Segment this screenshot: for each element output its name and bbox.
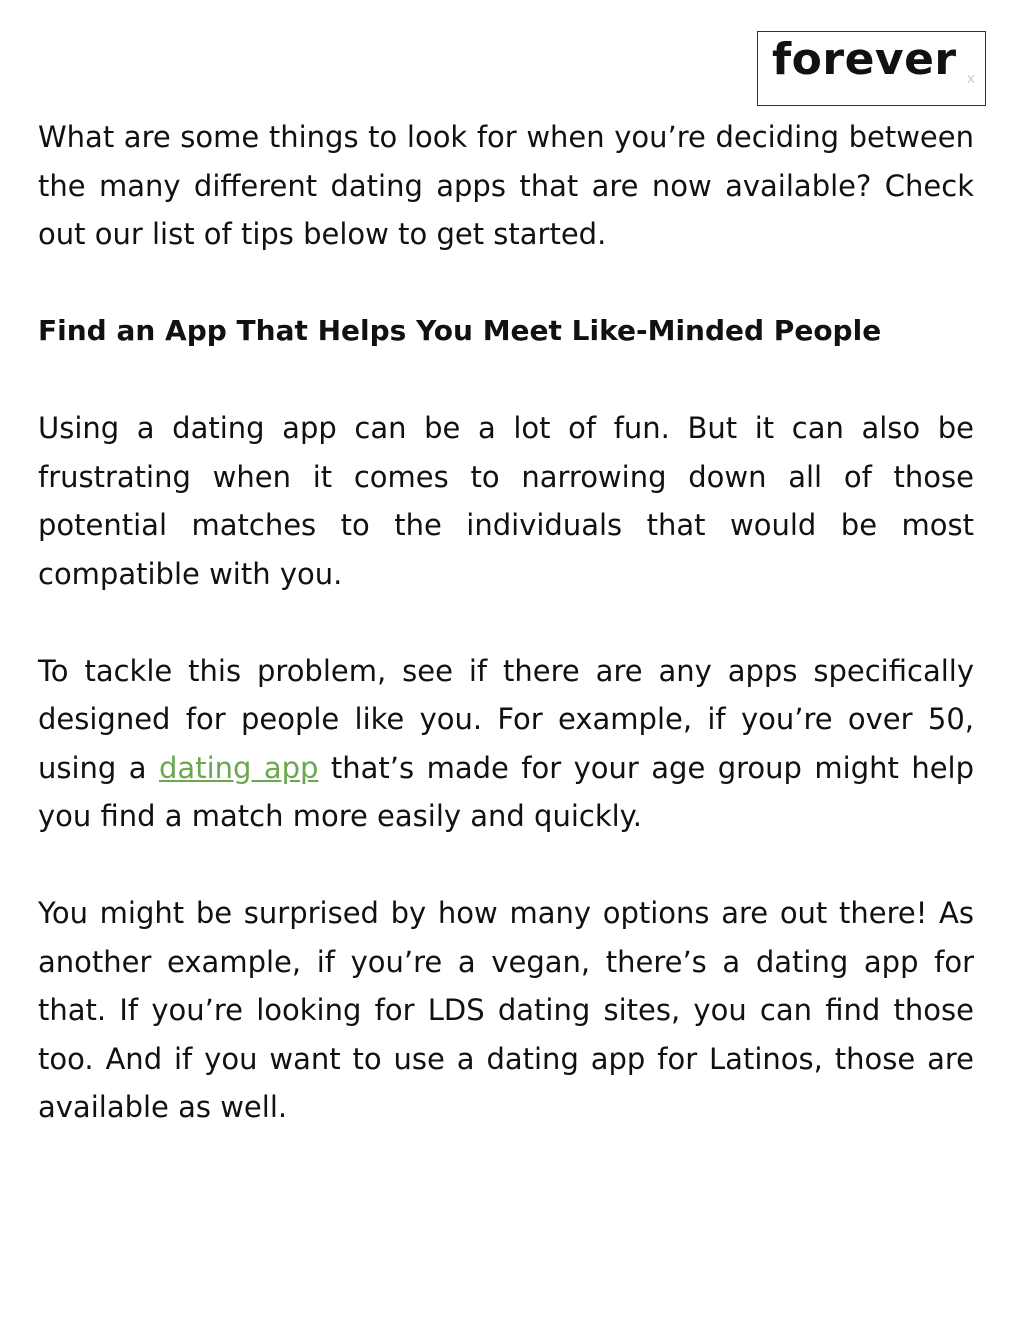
logo-x-mark: x — [966, 71, 975, 87]
dating-app-link[interactable]: dating app — [159, 750, 319, 785]
paragraph-text-after-link: that’s made for your age group might help you find a match more easily and quickly. — [38, 750, 975, 833]
paragraph-fun-frustrating: Using a dating app can be a lot of fun. But it can also be frustrating when it comes to narrowing down all of those potential matches to the individuals that would be most compatible with you. — [38, 411, 974, 591]
section-heading: Find an App That Helps You Meet Like-Minded People — [38, 314, 882, 347]
forever-logo — [757, 31, 986, 106]
paragraph-text-before-link: To tackle this problem, see if there are any apps specifically designed for people like you. For example, if you’re over 50, using a — [38, 653, 974, 785]
paragraph-options: You might be surprised by how many options are out there! As another example, if you’re a vegan, there’s a dating app for that. If you’re looking for LDS dating sites, you can find those too. And if you want to use a dating app for Latinos, those are available as well. — [38, 896, 974, 1124]
paragraph-tackle-problem — [38, 647, 974, 841]
article-body — [38, 113, 974, 1132]
logo-wordmark: forever — [772, 34, 957, 85]
intro-paragraph: What are some things to look for when you’re deciding between the many different dating apps that are now available? Check out our list of tips below to get started. — [38, 120, 974, 251]
